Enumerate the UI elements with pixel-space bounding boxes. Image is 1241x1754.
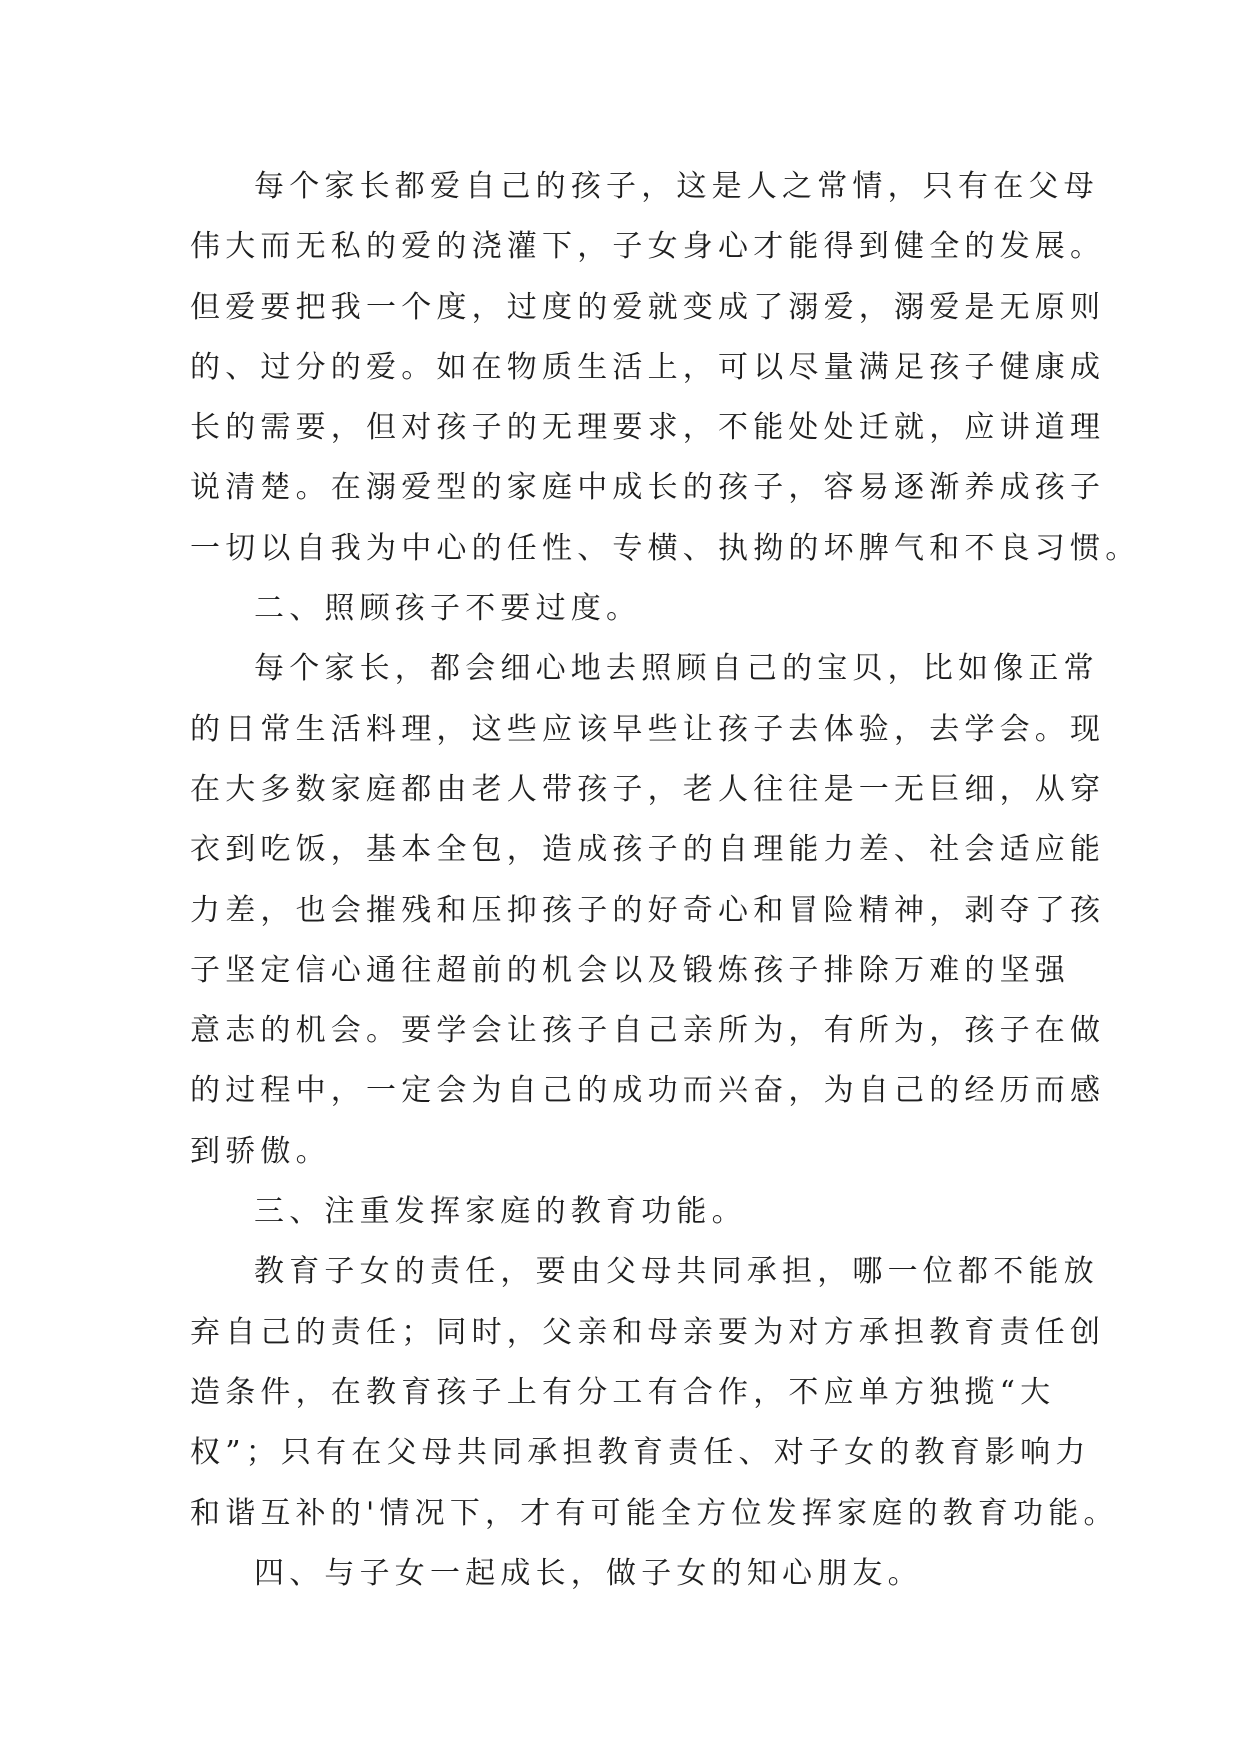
text-line: 长的需要，但对孩子的无理要求，不能处处迁就，应讲道理 bbox=[190, 410, 1106, 446]
text-line: 伟大而无私的爱的浇灌下，子女身心才能得到健全的发展。 bbox=[190, 229, 1106, 265]
text-line: 力差，也会摧残和压抑孩子的好奇心和冒险精神，剥夺了孩 bbox=[190, 892, 1106, 928]
text-line: 在大多数家庭都由老人带孩子，老人往往是一无巨细，从穿 bbox=[190, 771, 1106, 807]
section-heading: 三、注重发挥家庭的教育功能。 bbox=[254, 1194, 747, 1230]
text-line: 权”；只有在父母共同承担教育责任、对子女的教育影响力 bbox=[190, 1435, 1091, 1471]
text-line: 教育子女的责任，要由父母共同承担，哪一位都不能放 bbox=[254, 1254, 1099, 1290]
text-line: 每个家长，都会细心地去照顾自己的宝贝，比如像正常 bbox=[254, 651, 1099, 687]
text-line: 说清楚。在溺爱型的家庭中成长的孩子，容易逐渐养成孩子 bbox=[190, 470, 1106, 506]
text-line: 造条件，在教育孩子上有分工有合作，不应单方独揽“大 bbox=[190, 1374, 1056, 1410]
section-heading: 四、与子女一起成长，做子女的知心朋友。 bbox=[254, 1555, 923, 1591]
text-line: 一切以自我为中心的任性、专横、执拗的坏脾气和不良习惯。 bbox=[190, 530, 1141, 566]
text-line: 到骄傲。 bbox=[190, 1133, 331, 1169]
text-line: 衣到吃饭，基本全包，造成孩子的自理能力差、社会适应能 bbox=[190, 832, 1106, 868]
text-line: 和谐互补的'情况下，才有可能全方位发挥家庭的教育功能。 bbox=[190, 1495, 1119, 1531]
text-line: 的日常生活料理，这些应该早些让孩子去体验，去学会。现 bbox=[190, 711, 1106, 747]
text-line: 每个家长都爱自己的孩子，这是人之常情，只有在父母 bbox=[254, 169, 1099, 204]
document-body bbox=[190, 157, 1141, 1604]
text-line: 但爱要把我一个度，过度的爱就变成了溺爱，溺爱是无原则 bbox=[190, 289, 1106, 325]
text-line: 弃自己的责任；同时，父亲和母亲要为对方承担教育责任创 bbox=[190, 1314, 1106, 1350]
text-line: 子坚定信心通往超前的机会以及锻炼孩子排除万难的坚强 bbox=[190, 952, 1070, 988]
text-line: 的过程中，一定会为自己的成功而兴奋，为自己的经历而感 bbox=[190, 1073, 1106, 1109]
text-line: 意志的机会。要学会让孩子自己亲所为，有所为，孩子在做 bbox=[190, 1013, 1106, 1049]
section-heading: 二、照顾孩子不要过度。 bbox=[254, 591, 642, 627]
text-line: 的、过分的爱。如在物质生活上，可以尽量满足孩子健康成 bbox=[190, 349, 1106, 385]
